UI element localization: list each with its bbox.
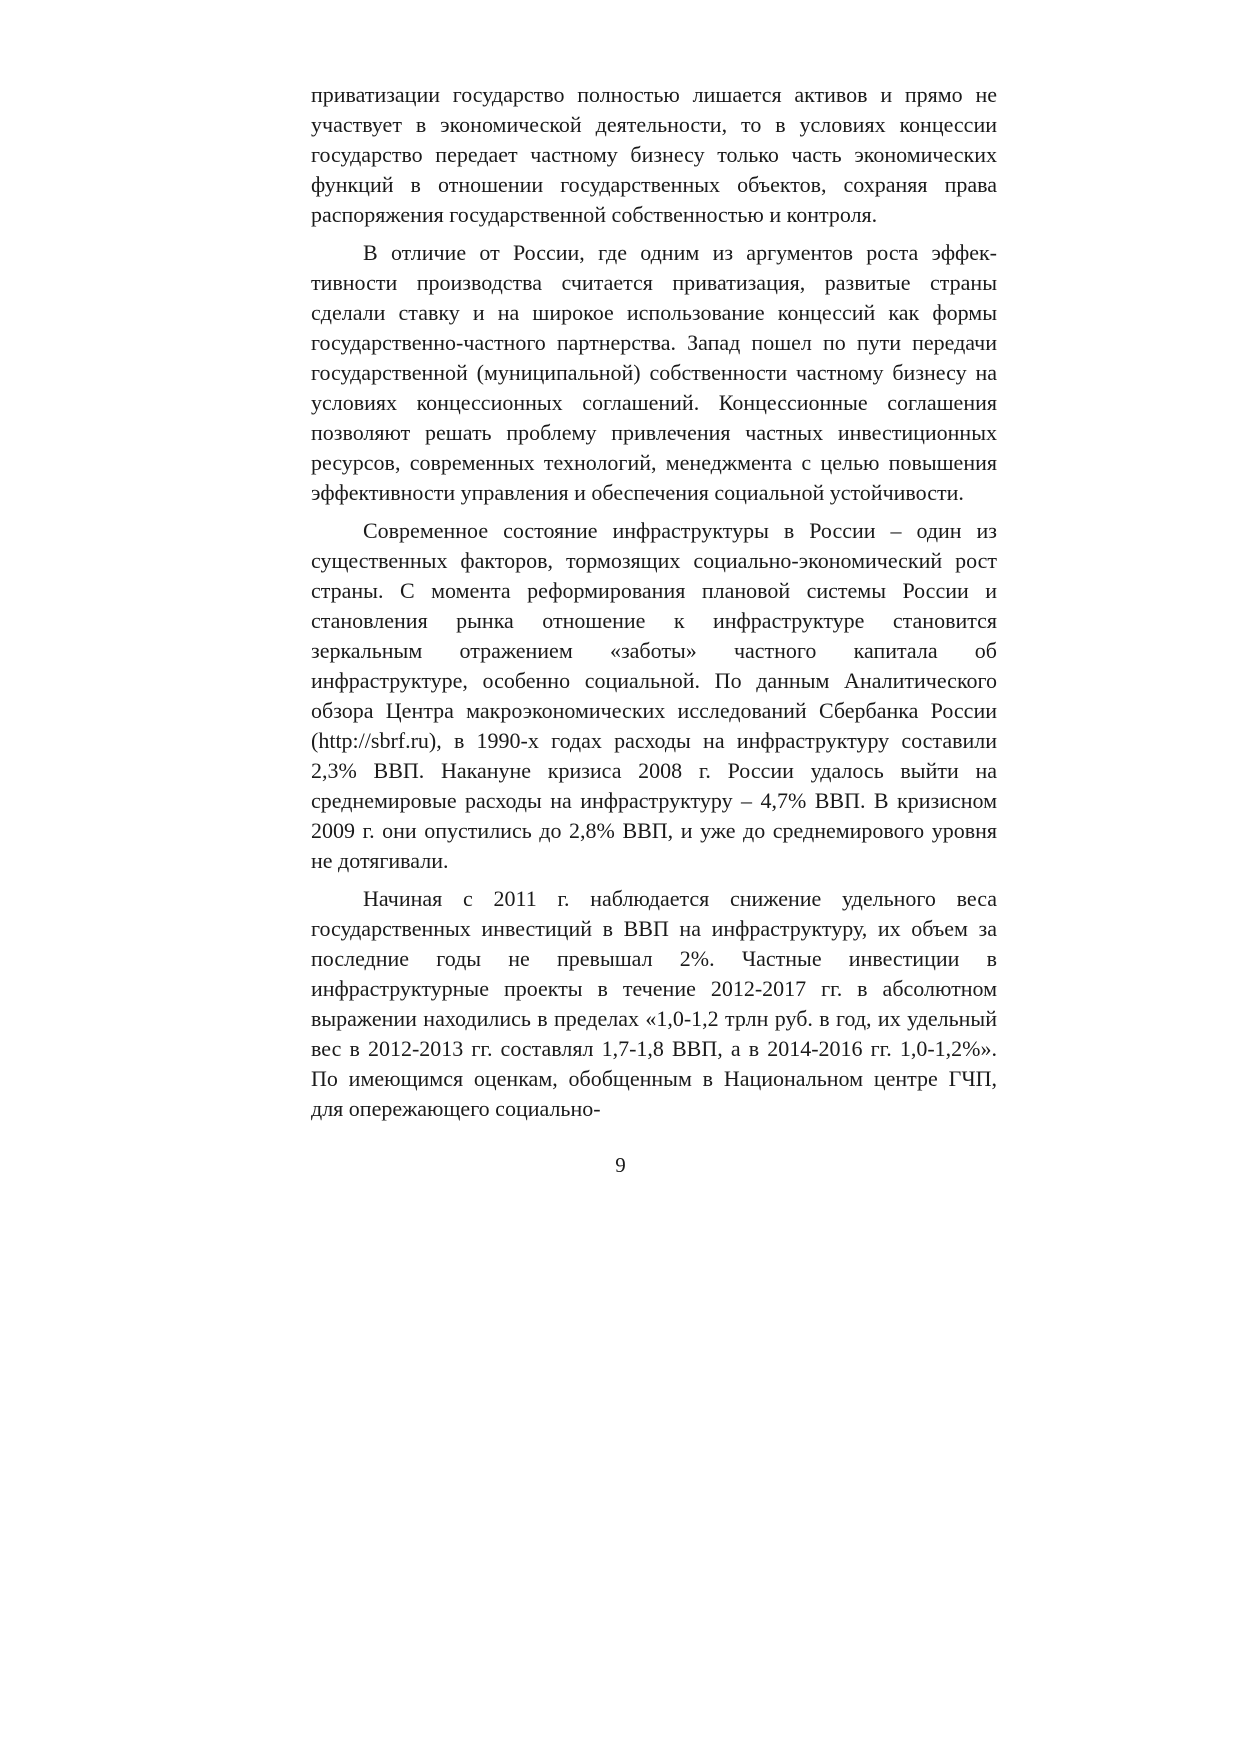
paragraph-4: Начиная с 2011 г. наблюдается снижение удельного веса государственных инвестиций в ВВП на инфраструктуру, их объем за последние годы не превышал 2%. Частные инвестиции в инфраструктурные проекты в течение 2012-2017 гг. в абсолютном выражении находились в пределах «1,0-1,2 трлн руб. в год, их удельный вес в 2012-2013 гг. составлял 1,7-1,8 ВВП, а в 2014-2016 гг. 1,0-1,2%». По имеющимся оценкам, обобщенным в Национальном центре ГЧП, для опережающего социально- <box>311 886 997 1121</box>
page-number: 9 <box>615 1153 626 1177</box>
paragraph-3: Современное состояние инфраструктуры в России – один из существенных факторов, тормозящих социально-экономический рост страны. С момента реформирования плановой системы России и становления рынка отношение к инфраструктуре становится зеркальным отражением «заботы» частного капитала об инфраструктуре, особенно социальной. По данным Аналитического обзора Центра макроэкономических исследований Сбербанка России (http://sbrf.ru), в 1990-х годах расходы на инфраструктуру составили 2,3% ВВП. Накануне кризиса 2008 г. России удалось выйти на среднемировые расходы на инфраструктуру – 4,7% ВВП. В кризисном 2009 г. они опустились до 2,8% ВВП, и уже до среднемирового уровня не дотягивали. <box>311 518 997 873</box>
body-text <box>311 80 997 1132</box>
paragraph-1: приватизации государство полностью лишается активов и прямо не участвует в экономической деятельности, то в условиях концессии государство передает частному бизнесу только часть экономических функций в отношении государственных объектов, сохраняя права распоряжения государственной собственностью и контроля. <box>311 82 997 227</box>
paragraph-2: В отличие от России, где одним из аргументов роста эффективности производства считается приватизация, развитые страны сделали ставку и на широкое использование концессий как формы государственно-частного партнерства. Запад пошел по пути передачи государственной (муниципальной) собственности частному бизнесу на условиях концессионных соглашений. Концессионные соглашения позволяют решать проблему привлечения частных инвестиционных ресурсов, современных технологий, менеджмента с целью повышения эффективности управления и обеспечения социальной устойчивости. <box>311 240 997 505</box>
